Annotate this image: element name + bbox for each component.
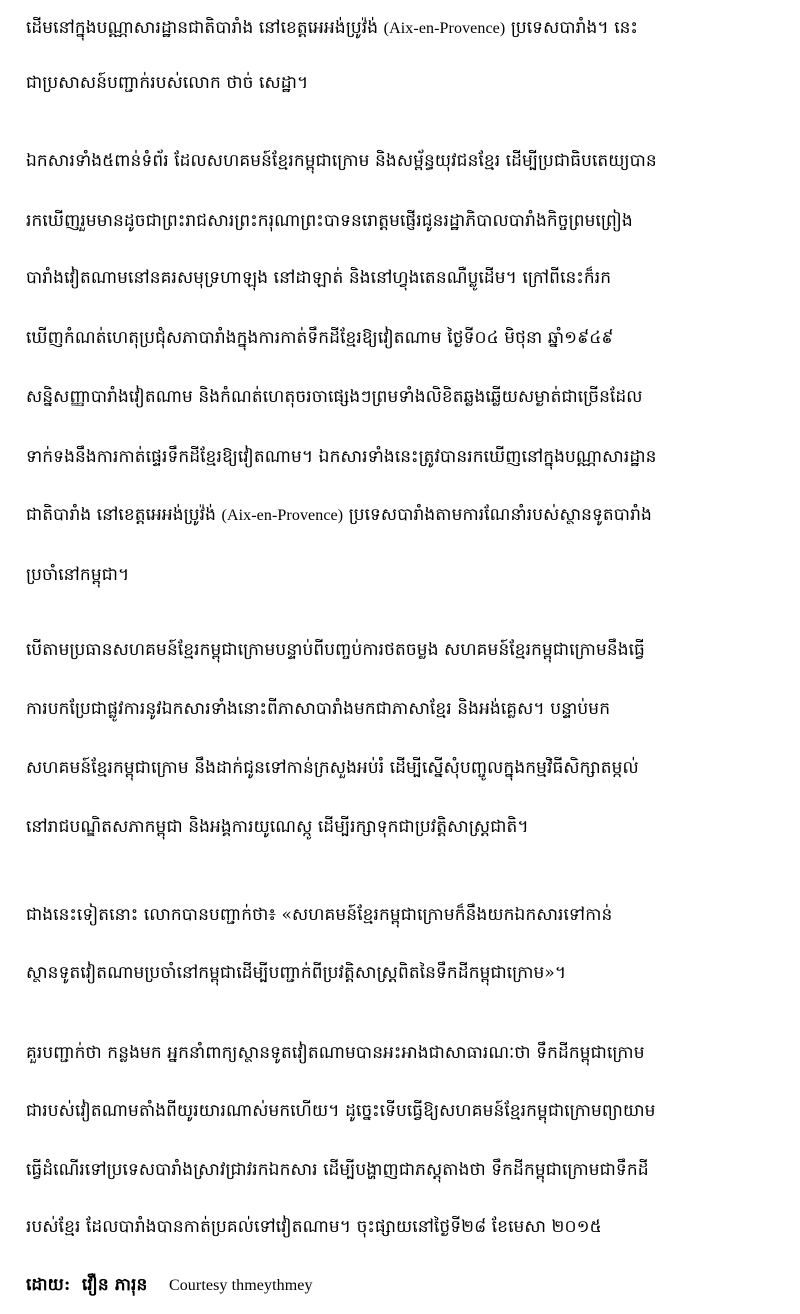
paragraph-line: ប្រចាំនៅកម្ពុជា។	[26, 565, 130, 585]
paragraph-line: ធ្វើដំណើរទៅប្រទេសបារាំងស្រាវជ្រាវរកឯកសារ ដើម្បីបង្ហាញជាភស្តុតាងថា ទឹកដីកម្ពុជាក្រោមជាទឹកដី	[26, 1160, 649, 1180]
byline	[26, 1265, 782, 1305]
byline-courtesy: Courtesy thmeythmey	[168, 1277, 313, 1294]
paragraph-line: ឃើញកំណត់ហេតុប្រជុំសភាបារាំងក្នុងការកាត់ទឹកដីខ្មែរឱ្យវៀតណាម ថ្ងៃទី០៤ មិថុនា ឆ្នាំ១៩៤៩	[26, 328, 614, 348]
paragraph-line: នៅរាជបណ្ឌិតសភាកម្ពុជា និងអង្គការយូណេស្កូ ដើម្បីរក្សាទុកជាប្រវត្តិសាស្ត្រជាតិ។	[26, 817, 529, 837]
byline-author: វឿន ភារុន	[81, 1275, 148, 1295]
paragraph-line: ជាតិបារាំង នៅខេត្តអេអង់ប្រូវ៉ង់ (Aix-en-Provence) ប្រទេសបារាំងតាមការណែនាំរបស់ស្ថានទូតបារាំង	[26, 505, 652, 525]
latin-text: (Aix-en-Provence)	[383, 20, 506, 37]
paragraph-line: ជាងនេះទៀតនោះ លោកបានបញ្ជាក់ថា៖ «សហគមន៍ខ្មែរកម្ពុជាក្រោមក៏នឹងយកឯកសារទៅកាន់	[26, 905, 613, 925]
paragraph-line: ទាក់ទងនឹងការកាត់ផ្ទេរទឹកដីខ្មែរឱ្យវៀតណាម។ ឯកសារទាំងនេះត្រូវបានរកឃើញនៅក្នុងបណ្ណាសារដ្ឋាន	[26, 447, 657, 467]
byline-label: ដោយ:	[26, 1275, 71, 1295]
paragraph-line: ដើមនៅក្នុងបណ្ណាសារដ្ឋានជាតិបារាំង នៅខេត្តអេអង់ប្រូវ៉ង់ (Aix-en-Provence) ប្រទេសបារាំង។ នេះ	[26, 18, 638, 38]
paragraph-line: បើតាមប្រធានសហគមន៍ខ្មែរកម្ពុជាក្រោមបន្ទាប់ពីបញ្ចប់ការថតចម្លង សហគមន៍ខ្មែរកម្ពុជាក្រោមនឹងធ្វើ	[26, 640, 645, 660]
paragraph-line: ស្ថានទូតវៀតណាមប្រចាំនៅកម្ពុជាដើម្បីបញ្ជាក់ពីប្រវត្តិសាស្ត្រពិតនៃទឹកដីកម្ពុជាក្រោម»។	[26, 963, 567, 983]
paragraph-line: ជាប្រសាសន៍បញ្ជាក់របស់លោក ថាច់ សេដ្ឋា។	[26, 73, 309, 93]
paragraph-line: ជារបស់វៀតណាមតាំងពីយូរយារណាស់មកហើយ។ ដូច្នេះទើបធ្វើឱ្យសហគមន៍ខ្មែរកម្ពុជាក្រោមព្យាយាម	[26, 1101, 656, 1121]
paragraph-line: សន្និសញ្ញាបារាំងវៀតណាម និងកំណត់ហេតុចរចាផ្សេងៗព្រមទាំងលិខិតឆ្លងឆ្លើយសម្ងាត់ជាច្រើនដែល	[26, 387, 643, 407]
paragraph-line: សហគមន៍ខ្មែរកម្ពុជាក្រោម នឹងដាក់ជូនទៅកាន់ក្រសួងអប់រំ ដើម្បីស្នើសុំបញ្ចូលក្នុងកម្មវិធីសិក្សាតម្កល់	[26, 758, 639, 778]
paragraph-line: បារាំងវៀតណាមនៅនគរសមុទ្រហាឡុង នៅដាឡាត់ និងនៅហ្វុងតេនណឺប្លូដើម។ ក្រៅពីនេះក៏រក	[26, 268, 612, 288]
paragraph-line: គួរបញ្ជាក់ថា កន្លងមក អ្នកនាំពាក្យស្ថានទូតវៀតណាមបានអះអាងជាសាធារណៈថា ទឹកដីកម្ពុជាក្រោម	[26, 1043, 645, 1063]
paragraph-line: ឯកសារទាំង៥ពាន់ទំព័រ ដែលសហគមន៍ខ្មែរកម្ពុជាក្រោម និងសម្ព័ន្ធយុវជនខ្មែរ ដើម្បីប្រជាធិបតេយ្យបាន	[26, 151, 657, 171]
paragraph-line: របស់ខ្មែរ ដែលបារាំងបានកាត់ប្រគល់ទៅវៀតណាម។ ចុះផ្សាយនៅថ្ងៃទី២៨ ខែមេសា ២០១៥	[26, 1217, 602, 1237]
article-page	[26, 0, 782, 1314]
paragraph-line: រកឃើញរួមមានដូចជាព្រះរាជសារព្រះករុណាព្រះបាទនរោត្តមផ្ញើរជូនរដ្ឋាភិបាលបារាំងកិច្ចព្រមព្រៀង	[26, 211, 633, 231]
paragraph-line: ការបកប្រែជាផ្លូវការនូវឯកសារទាំងនោះពីភាសាបារាំងមកជាភាសាខ្មែរ និងអង់គ្លេស។ បន្ទាប់មក	[26, 699, 611, 719]
latin-text: (Aix-en-Provence)	[221, 507, 344, 524]
